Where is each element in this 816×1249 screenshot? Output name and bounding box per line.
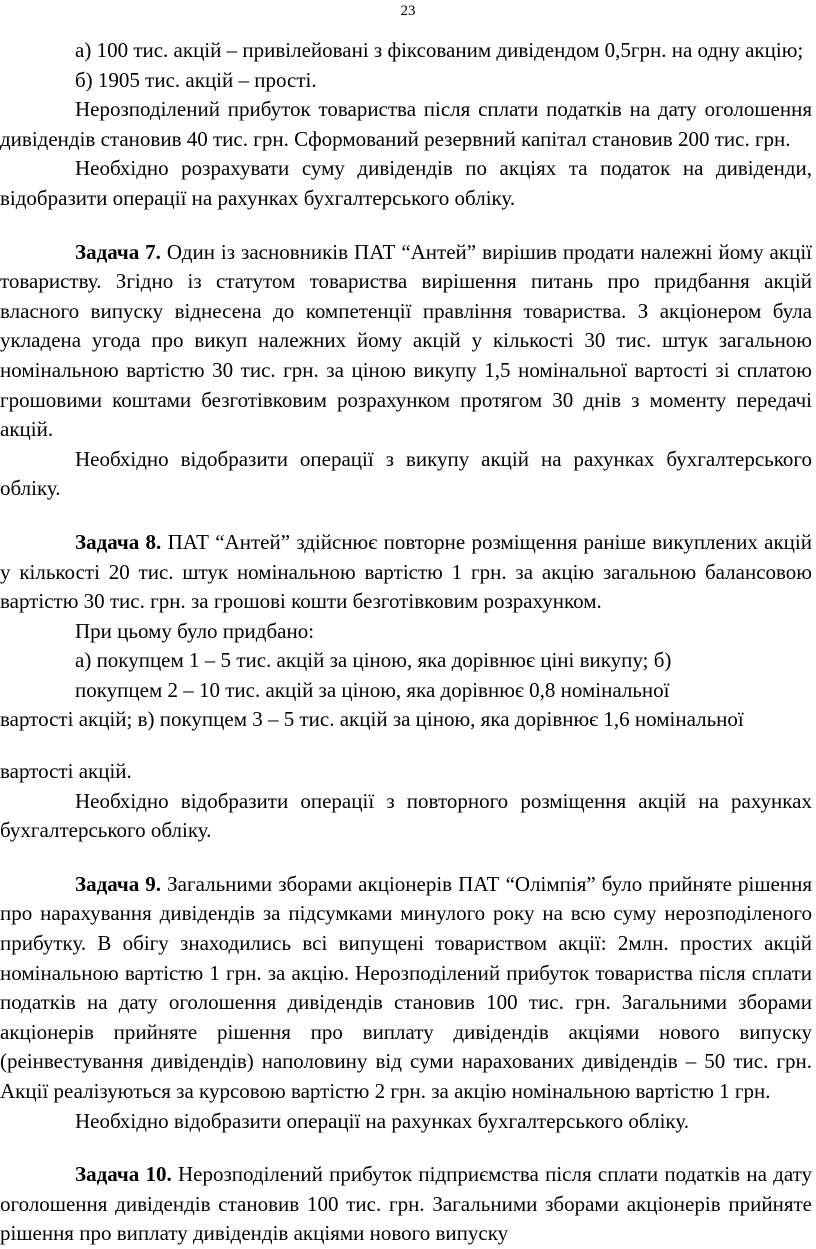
- task8-line-a: а) покупцем 1 – 5 тис. акцій за ціною, яка дорівнює ціні викупу; б): [75, 648, 672, 673]
- task7-label: Задача 7.: [75, 239, 161, 264]
- task8-line-c: вартості акцій; в) покупцем 3 – 5 тис. акцій за ціною, яка дорівнює 1,6 номінальної: [0, 707, 744, 732]
- intro-item-b: б) 1905 тис. акцій – прості.: [75, 67, 317, 92]
- page-number: 23: [400, 3, 416, 19]
- spacer: [0, 1136, 812, 1160]
- task9-requirement: Необхідно відобразити операції на рахунках бухгалтерського обліку.: [75, 1108, 689, 1133]
- document-body: [0, 36, 812, 1249]
- task10-paragraph: [0, 1160, 812, 1249]
- task7-paragraph: [0, 238, 812, 445]
- task8-text: ПАТ “Антей” здійснює повторне розміщення раніше викуплених акцій у кількості 20 тис. штук номінальною вартістю 1 грн. за акцію загальною балансовою вартістю 30 тис. грн. за грошові кошти безготівковим розрахунком.: [0, 529, 812, 614]
- task10-label: Задача 10.: [75, 1162, 172, 1187]
- intro-profit-paragraph: Нерозподілений прибуток товариства після сплати податків на дату оголошення дивідендів становив 40 тис. грн. Сформований резервний капітал становив 200 тис. грн.: [0, 97, 812, 151]
- task9-paragraph: [0, 870, 812, 1107]
- task7-text: Один із засновників ПАТ “Антей” вирішив продати належні йому акції товариству. Згідно із статутом товариства вирішення питань про придбання акцій власного випуску віднесена до компетенції правління товариства. З акціонером була укладена угода про викуп належних йому акцій у кількості 30 тис. штук загальною номінальною вартістю 30 тис. грн. за ціною викупу 1,5 номінальної вартості зі сплатою грошовими коштами безготівковим розрахунком протягом 30 днів з моменту передачі акцій.: [0, 239, 812, 442]
- spacer: [0, 214, 812, 238]
- task7-requirement: Необхідно відобразити операції з викупу акцій на рахунках бухгалтерського обліку.: [0, 446, 812, 501]
- task9-text: Загальними зборами акціонерів ПАТ “Олімпія” було прийняте рішення про нарахування дивідендів за підсумками минулого року на всю суму нерозподіленого прибутку. В обігу знаходились всі випущені товариством акції: 2млн. простих акцій номінальною вартістю 1 грн. за акцію. Нерозподілений прибуток товариства після сплати податків на дату оголошення дивідендів становив 100 тис. грн. Загальними зборами акціонерів прийняте рішення про виплату дивідендів акціями нового випуску (реінвестування дивідендів) наполовину від суми нарахованих дивідендів – 50 тис. грн. Акції реалізуються за курсовою вартістю 2 грн. за акцію номінальною вартістю 1 грн.: [0, 871, 812, 1103]
- task9-label: Задача 9.: [75, 871, 162, 896]
- task8-requirement: Необхідно відобразити операції з повторного розміщення акцій на рахунках бухгалтерського обліку.: [0, 788, 812, 843]
- task8-paragraph: [0, 528, 812, 617]
- spacer: [0, 504, 812, 528]
- intro-item-a: а) 100 тис. акцій – привілейовані з фіксованим дивідендом 0,5грн. на одну акцію;: [75, 38, 804, 62]
- task8-line-b: покупцем 2 – 10 тис. акцій за ціною, яка дорівнює 0,8 номінальної: [75, 677, 670, 702]
- spacer: [0, 735, 812, 757]
- task8-line-d: вартості акцій.: [0, 759, 132, 784]
- task8-label: Задача 8.: [75, 529, 162, 554]
- intro-requirement: Необхідно розрахувати суму дивідендів по акціях та податок на дивіденди, відобразити операції на рахунках бухгалтерського обліку.: [0, 156, 812, 210]
- task10-text: Нерозподілений прибуток підприємства після сплати податків на дату оголошення дивідендів становив 100 тис. грн. Загальними зборами акціонерів прийняте рішення про виплату дивідендів акціями нового випуску: [0, 1162, 812, 1246]
- task8-purchased-intro: При цьому було придбано:: [75, 618, 315, 643]
- spacer: [0, 846, 812, 870]
